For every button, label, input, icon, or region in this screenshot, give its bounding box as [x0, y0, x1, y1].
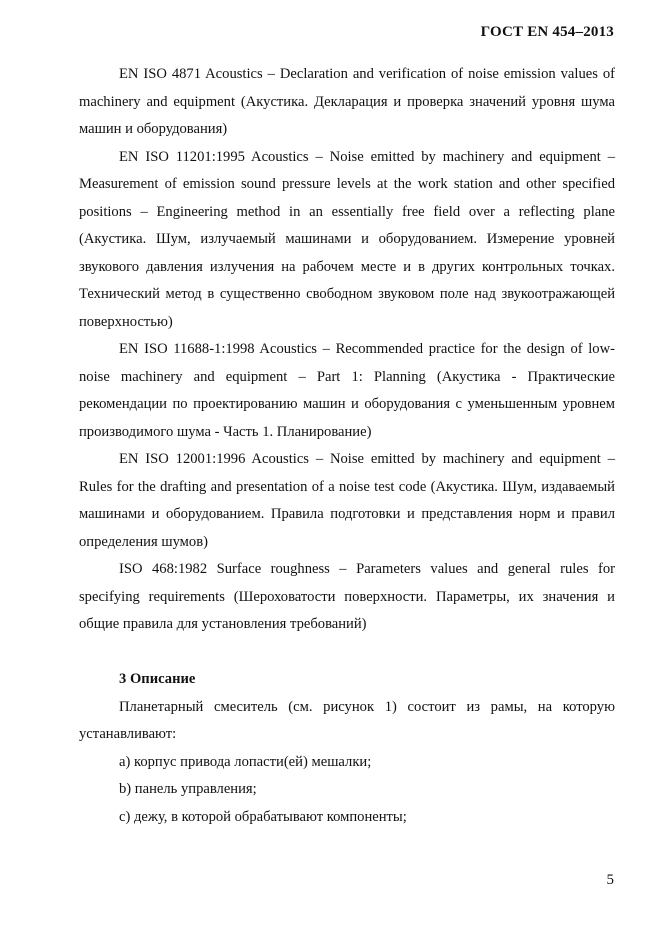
reference-en-iso-11201: EN ISO 11201:1995 Acoustics – Noise emitted by machinery and equipment – Measurement of emission sound pressure levels at the work station and other specified positions – Engineering method in an essentially free field over a reflecting plane (Акустика. Шум, излучаемый машинами и оборудованием. Измерение уровней звукового давления излучения на рабочем месте и в других контрольных точках. Технический метод в существенно свободном звуковом поле над звукоотражающей поверхностью): [79, 148, 615, 330]
reference-en-iso-12001: EN ISO 12001:1996 Acoustics – Noise emitted by machinery and equipment – Rules for the drafting and presentation of a noise test code (Акустика. Шум, издаваемый машинами и оборудованием. Правила подготовки и представления норм и правил определения шумов): [79, 451, 615, 550]
list-item-b: b) панель управления;: [119, 781, 257, 797]
page-number: 5: [606, 872, 614, 888]
section-3-intro: Планетарный смеситель (см. рисунок 1) состоит из рамы, на которую устанавливают:: [79, 698, 615, 742]
section-3-title: 3 Описание: [119, 671, 196, 687]
list-item-a: a) корпус привода лопасти(ей) мешалки;: [119, 753, 372, 770]
reference-en-iso-4871: EN ISO 4871 Acoustics – Declaration and verification of noise emission values of machinery and equipment (Акустика. Декларация и проверка значений уровня шума машин и оборудования): [79, 66, 615, 137]
reference-iso-468: ISO 468:1982 Surface roughness – Parameters values and general rules for specifying requirements (Шероховатости поверхности. Параметры, их значения и общие правила для установления требований): [79, 561, 615, 632]
reference-en-iso-11688-1: EN ISO 11688-1:1998 Acoustics – Recommended practice for the design of low-noise machinery and equipment – Part 1: Planning (Акустика - Практические рекомендации по проектированию машин и оборудования с уменьшенным уровнем производимого шума - Часть 1. Планирование): [79, 341, 615, 440]
document-header: ГОСТ EN 454–2013: [480, 24, 614, 40]
list-item-c: c) дежу, в которой обрабатывают компоненты;: [119, 808, 407, 825]
document-body: [79, 61, 615, 831]
